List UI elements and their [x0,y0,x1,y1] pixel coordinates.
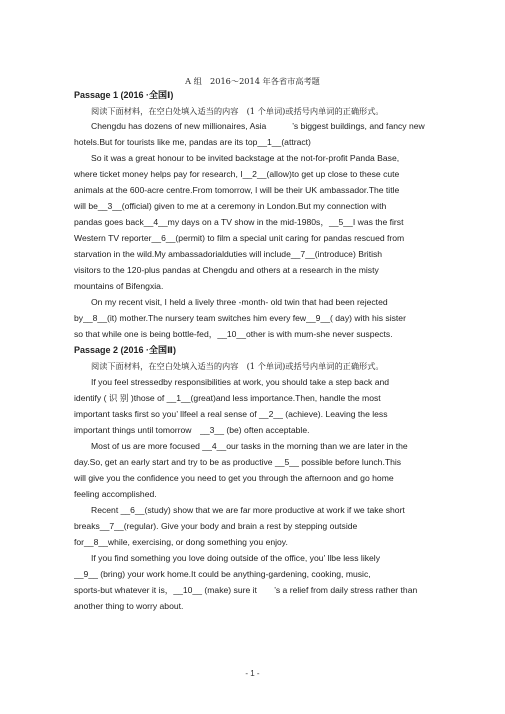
passage-2-line: breaks__7__(regular). Give your body and brain a rest by stepping outside [74,521,358,531]
passage-2-line: If you feel stressedby responsibilities at work, you should take a step back and [91,377,390,387]
passage-2-line: If you find something you love doing outside of the office, you’ llbe less likely [91,553,381,563]
passage-2-line: will give you the confidence you need to get you through the afternoon and go home [74,473,394,483]
passage-1-line: will be__3__(official) given to me at a ceremony in London.But my connection with [74,201,387,211]
passage-1-line: starvation in the wild.My ambassadorialduties will include__7__(introduce) British [74,249,383,259]
passage-2-line: Most of us are more focused __4__our tasks in the morning than we are later in the [91,441,408,451]
passage-1-line: mountains of Bifengxia. [74,281,164,291]
document-title: A 组 2016～2014 年各省市高考题 [185,76,320,86]
passage-1-line: On my recent visit, I held a lively three -month- old twin that had been rejected [91,297,388,307]
passage-2-line: Recent __6__(study) show that we are far more productive at work if we take short [91,505,405,515]
passage-2-line: feeling accomplished. [74,489,157,499]
passage-1-line: Chengdu has dozens of new millionaires, Asia ’s biggest buildings, and fancy new [91,121,425,131]
passage-1-line: by__8__(it) mother.The nursery team switches him every few__9__( day) with his sister [74,313,406,323]
passage-2-line: identify ( 识 别 )those of __1__(great)and less importance.Then, handle the most [74,393,381,403]
passage-2-line: important things until tomorrow __3__ (be) often acceptable. [74,425,310,435]
page-number: - 1 - [245,669,260,678]
passage-1-line: where ticket money helps pay for research, I__2__(allow)to get up close to these cute [74,169,400,179]
passage-1-line: hotels.But for tourists like me, pandas are its top__1__(attract) [74,137,311,147]
passage-2-instruction: 阅读下面材料，在空白处填入适当的内容 (1 个单词)或括号内单词的正确形式。 [91,361,384,371]
passage-1-instruction: 阅读下面材料，在空白处填入适当的内容 (1 个单词)或括号内单词的正确形式。 [91,106,384,116]
passage-1-line: Western TV reporter__6__(permit) to film a special unit caring for pandas rescued from [74,233,405,243]
passage-2-heading: Passage 2 (2016 ·全国Ⅱ) [74,345,176,355]
passage-2-line: __9__ (bring) your work home.It could be anything-gardening, cooking, music, [74,569,371,579]
passage-2-line: for__8__while, exercising, or dong something you enjoy. [74,537,288,547]
passage-1-line: so that while one is being bottle-fed，__10__other is with mum-she never suspects. [74,329,393,339]
passage-1-line: pandas goes back__4__my days on a TV show in the mid-1980s，__5__I was the first [74,217,404,227]
passage-1-line: animals at the 600-acre centre.From tomorrow, I will be their UK ambassador.The title [74,185,400,195]
passage-2-line: sports-but whatever it is，__10__ (make) sure it ’s a relief from daily stress rather than [74,585,418,595]
passage-1-heading: Passage 1 (2016 ·全国Ⅰ) [74,90,174,100]
passage-2-line: important tasks first so you’ llfeel a real sense of __2__ (achieve). Leaving the less [74,409,388,419]
passage-1-line: visitors to the 120-plus pandas at Chengdu and others at a research in the misty [74,265,379,275]
passage-2-line: day.So, get an early start and try to be as productive __5__ possible before lunch.This [74,457,402,467]
passage-1-line: So it was a great honour to be invited backstage at the not-for-profit Panda Base, [91,153,400,163]
passage-2-line: another thing to worry about. [74,601,184,611]
